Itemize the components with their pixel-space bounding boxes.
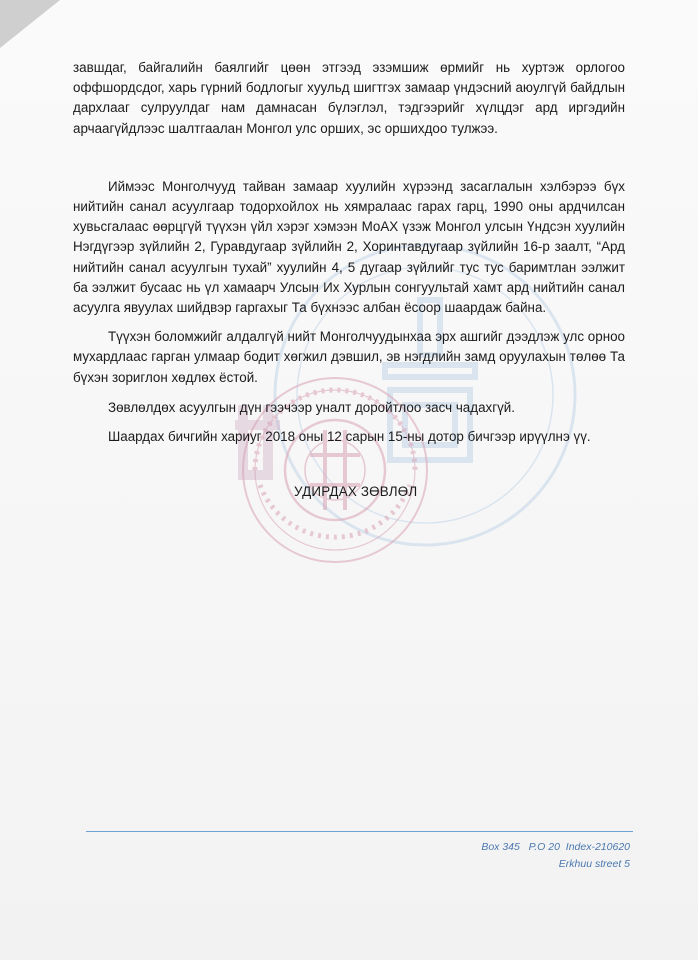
letter-body (73, 58, 625, 447)
paragraph-1: завшдаг, байгалийн баялгийг цөөн этгээд эзэмшиж өрмийг нь хуртэж орлогоо оффшордсдог, харь гүрний бодлогыг хуульд шигтгэх замаар үндэсний аюулгүй байдлын дархлааг сулруулдаг нам дамнасан бүлэглэл, тэдгээрийг хүлцдэг ард иргэдийн арчаагүйдлээс шалтгаалан Монгол улс орших, эс оршихдоо тулжээ. (73, 60, 625, 136)
signature-line: УДИРДАХ ЗӨВЛӨЛ (294, 484, 418, 499)
footer-address-line-1: Box 345 P.O 20 Index-210620 (481, 841, 630, 853)
footer-address (481, 839, 630, 873)
paragraph-5: Шаардах бичгийн хариуг 2018 оны 12 сарын 15-ны дотор бичгээр ирүүлнэ үү. (108, 429, 591, 445)
footer-rule (86, 831, 633, 832)
paragraph-3: Түүхэн боломжийг алдалгүй нийт Монголчуудынхаа эрх ашгийг дээдлэж улс орноо мухардлаас гарган улмаар бодит хөгжил дэвшил, эв нэгдлийн замд оруулахын төлөө Та бүхэн зориглон хөдлөх ёстой. (73, 329, 625, 385)
paragraph-4: Зөвлөлдөх асуулгын дүн гээчээр уналт доройтлоо засч чадахгүй. (108, 399, 515, 415)
footer-address-line-2: Erkhuu street 5 (558, 858, 630, 870)
page-corner-fold (0, 0, 60, 48)
paragraph-2: Иймээс Монголчууд тайван замаар хуулийн хүрээнд засаглалын хэлбэрээ бүх нийтийн санал асуулгаар тодорхойлох нь хямралаас гарах гарц, 1990 оны ардчилсан хувьсгалаас өөрцгүй түүхэн үйл хэрэг хэмээн МоАХ үзэж Монгол улсын Үндсэн хуулийн Нэгдүгээр зүйлийн 2, Гуравдугаар зүйлийн 2, Хоринтавдугаар зүйлийн 16-р заалт, “Ард нийтийн санал асуулгын тухай” хуулийн 4, 5 дугаар зүйлийг тус тус баримтлан ээлжит ба ээлжит бусаас нь үл хамаарч Улсын Их Хурлын сонгуультай хамт ард нийтийн санал асуулга явуулах шийдвэр гаргахыг Та бүхнээс албан ёсоор шаардаж байна. (73, 178, 625, 316)
